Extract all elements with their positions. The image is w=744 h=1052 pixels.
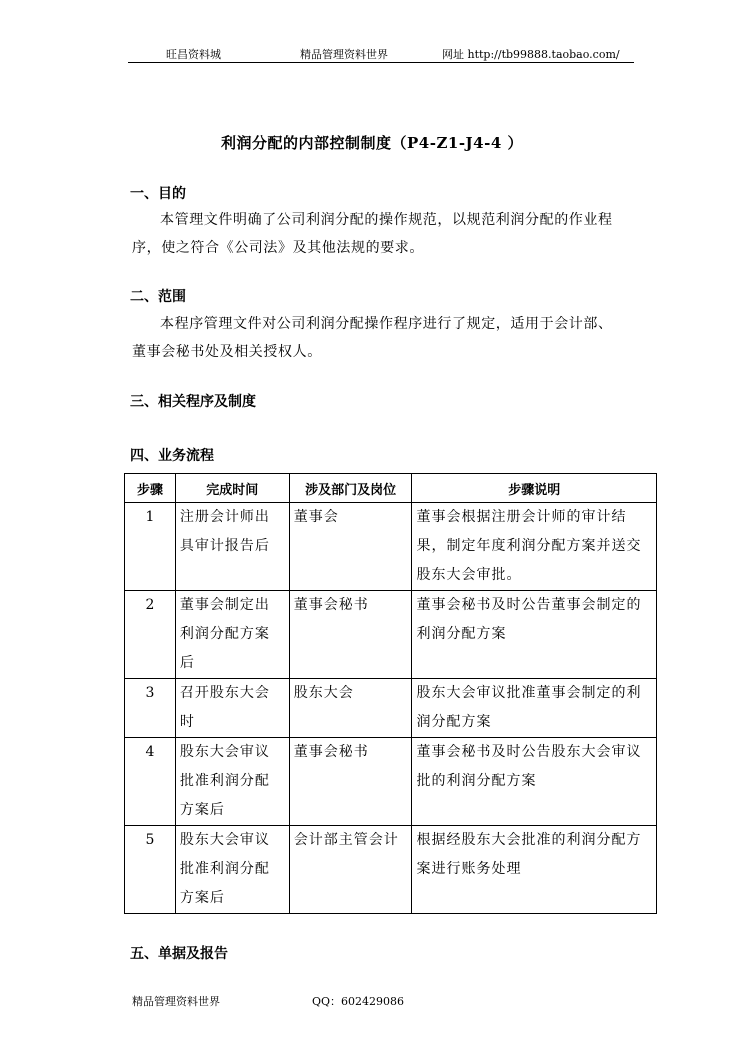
header-center-text: 精品管理资料世界	[300, 48, 388, 61]
section-heading-scope: 二、范围	[130, 289, 186, 305]
cell-step: 2	[125, 591, 176, 679]
cell-desc: 董事会根据注册会计师的审计结果，制定年度利润分配方案并送交股东大会审批。	[412, 503, 657, 591]
cell-step: 1	[125, 503, 176, 591]
cell-time: 董事会制定出利润分配方案后	[175, 591, 289, 679]
body-line: 董事会秘书处及相关授权人。	[132, 344, 322, 360]
cell-time: 股东大会审议批准利润分配方案后	[175, 826, 289, 914]
cell-step: 5	[125, 826, 176, 914]
table-row	[125, 738, 657, 826]
cell-step: 3	[125, 679, 176, 738]
cell-step: 4	[125, 738, 176, 826]
cell-time: 召开股东大会时	[175, 679, 289, 738]
section-body-scope	[132, 310, 632, 366]
body-line: 序，使之符合《公司法》及其他法规的要求。	[132, 240, 424, 256]
workflow-table	[124, 473, 657, 914]
body-line: 本程序管理文件对公司利润分配操作程序进行了规定，适用于会计部、	[160, 316, 613, 332]
section-heading-procedures: 三、相关程序及制度	[130, 394, 256, 410]
table-row	[125, 591, 657, 679]
body-line: 本管理文件明确了公司利润分配的操作规范，以规范利润分配的作业程	[160, 212, 613, 228]
header-url-text: 网址 http://tb99888.taobao.com/	[442, 48, 620, 61]
section-heading-documents: 五、单据及报告	[130, 946, 228, 962]
document-title: 利润分配的内部控制制度（P4-Z1-J4-4 ）	[221, 134, 523, 152]
page-header	[128, 44, 634, 63]
cell-time: 注册会计师出具审计报告后	[175, 503, 289, 591]
cell-desc: 根据经股东大会批准的利润分配方案进行账务处理	[412, 826, 657, 914]
cell-dept: 股东大会	[289, 679, 412, 738]
table-row	[125, 679, 657, 738]
cell-desc: 董事会秘书及时公告董事会制定的利润分配方案	[412, 591, 657, 679]
cell-dept: 董事会秘书	[289, 738, 412, 826]
column-header-desc: 步骤说明	[412, 474, 657, 503]
cell-time: 股东大会审议批准利润分配方案后	[175, 738, 289, 826]
table-header-row	[125, 474, 657, 503]
cell-dept: 会计部主管会计	[289, 826, 412, 914]
cell-dept: 董事会	[289, 503, 412, 591]
column-header-time: 完成时间	[175, 474, 289, 503]
table-row	[125, 826, 657, 914]
footer-qq-text: QQ：602429086	[312, 995, 405, 1008]
column-header-dept: 涉及部门及岗位	[289, 474, 412, 503]
cell-desc: 股东大会审议批准董事会制定的利润分配方案	[412, 679, 657, 738]
cell-desc: 董事会秘书及时公告股东大会审议批的利润分配方案	[412, 738, 657, 826]
cell-dept: 董事会秘书	[289, 591, 412, 679]
section-heading-purpose: 一、目的	[130, 186, 186, 202]
section-body-purpose	[132, 206, 632, 262]
footer-left-text: 精品管理资料世界	[132, 995, 220, 1008]
section-heading-workflow: 四、业务流程	[130, 448, 214, 464]
header-left-text: 旺昌资料城	[166, 48, 221, 61]
column-header-step: 步骤	[125, 474, 176, 503]
table-row	[125, 503, 657, 591]
